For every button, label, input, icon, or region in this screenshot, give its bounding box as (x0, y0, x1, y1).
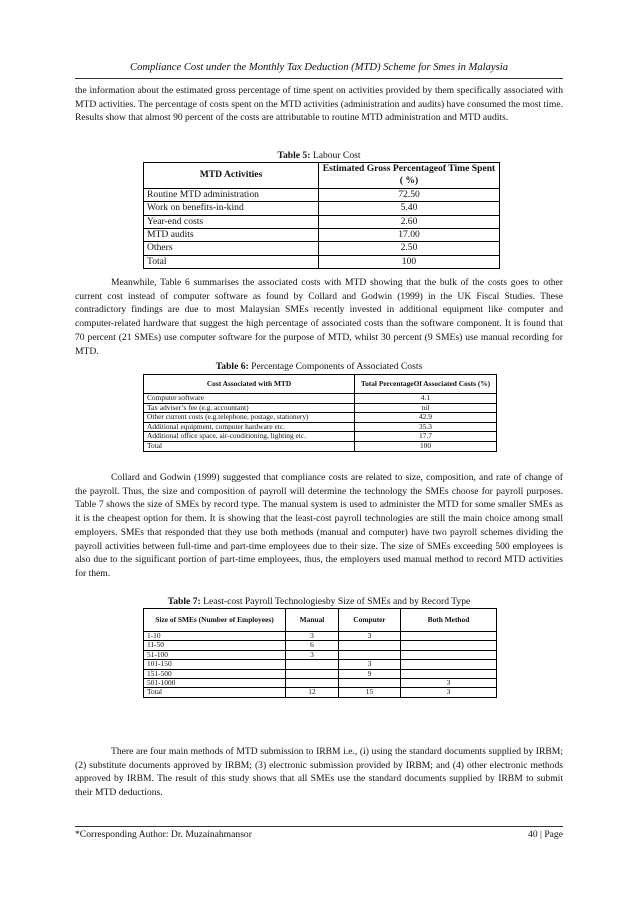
footer-divider (75, 826, 563, 827)
table-row (144, 432, 497, 442)
table-cell (286, 669, 339, 678)
table-cell: 3 (286, 650, 339, 659)
table7-caption-text: Least-cost Payroll Technologiesby Size of SMEs and by Record Type (203, 596, 471, 607)
table6-caption-text: Percentage Components of Associated Costs (251, 361, 423, 372)
table7-col-both: Both Method (401, 609, 497, 632)
table-cell: 3 (286, 632, 339, 641)
table-cell: 15 (339, 688, 401, 697)
table-row (144, 679, 497, 688)
table6 (143, 374, 497, 452)
table-cell: 51-100 (144, 650, 286, 659)
table5 (143, 162, 500, 269)
table-cell: 101-150 (144, 660, 286, 669)
table-cell (401, 660, 497, 669)
table5-caption (75, 150, 563, 161)
table-cell: 72.50 (319, 188, 500, 201)
running-title: Compliance Cost under the Monthly Tax Deduction (MTD) Scheme for Smes in Malaysia (130, 62, 508, 73)
table-cell: 35.3 (355, 422, 497, 432)
table-cell: nil (355, 403, 497, 413)
table6-caption-label: Table 6: (215, 361, 249, 372)
table-row (144, 229, 500, 242)
table6-col-percentage: Total PercentageOf Associated Costs (%) (355, 375, 497, 394)
table-cell: 17.00 (319, 229, 500, 242)
table-row (144, 441, 497, 451)
table7-caption-label: Table 7: (167, 596, 201, 607)
table-cell: Computer software (144, 394, 355, 404)
table7 (143, 608, 497, 698)
table-cell (286, 660, 339, 669)
table6-caption (75, 361, 563, 372)
table-cell: 9 (339, 669, 401, 678)
table-cell: Additional equipment, computer hardware etc. (144, 422, 355, 432)
table5-col-activities: MTD Activities (144, 163, 319, 189)
table-cell: Additional office space, air-conditioning, lighting etc. (144, 432, 355, 442)
table-cell: Total (144, 255, 319, 268)
table-cell: Total (144, 688, 286, 697)
table-cell (401, 632, 497, 641)
table-cell: Total (144, 441, 355, 451)
table-cell (339, 641, 401, 650)
table-cell: 6 (286, 641, 339, 650)
table-cell: MTD audits (144, 229, 319, 242)
table6-header-row (144, 375, 497, 394)
table-cell: 1-10 (144, 632, 286, 641)
table-cell: Others (144, 242, 319, 255)
table-row (144, 255, 500, 268)
table-row (144, 202, 500, 215)
table-cell: 11-50 (144, 641, 286, 650)
table-cell: Work on benefits-in-kind (144, 202, 319, 215)
header-divider (75, 78, 563, 79)
table-cell: 100 (355, 441, 497, 451)
table7-col-manual: Manual (286, 609, 339, 632)
paragraph-1: the information about the estimated gross percentage of time spent on activities provided by them specifically associated with MTD activities. The percentage of costs spent on the MTD activities (administration and audits) have consumed the most time. Results show that almost 90 percent of the costs are attributable to routine MTD administration and MTD audits. (75, 85, 563, 124)
table-row (144, 215, 500, 228)
table-cell: 2.50 (319, 242, 500, 255)
table-cell: 12 (286, 688, 339, 697)
table-row (144, 688, 497, 697)
table7-header-row (144, 609, 497, 632)
table-row (144, 650, 497, 659)
table-cell: Tax adviser’s fee (e.g. accountant) (144, 403, 355, 413)
table-row (144, 413, 497, 423)
table6-col-cost: Cost Associated with MTD (144, 375, 355, 394)
table7-col-computer: Computer (339, 609, 401, 632)
table-cell: 4.1 (355, 394, 497, 404)
table5-header-row (144, 163, 500, 189)
table-row (144, 632, 497, 641)
table-cell: 42.9 (355, 413, 497, 423)
table7-caption (75, 596, 563, 607)
corresponding-author: *Corresponding Author: Dr. Muzainahmansor (75, 829, 252, 840)
table-row (144, 188, 500, 201)
table5-col-percentage: Estimated Gross Percentageof Time Spent ( %) (319, 163, 500, 189)
table-cell: Routine MTD administration (144, 188, 319, 201)
table-row (144, 660, 497, 669)
table-cell: 100 (319, 255, 500, 268)
paragraph-3: Collard and Godwin (1999) suggested that compliance costs are related to size, composition, and rate of change of the payroll. Thus, the size and composition of payroll will determine the technology the SMEs choose for payroll purposes. Table 7 shows the size of SMEs by record type. The manual system is used to administer the MTD for some smaller SMEs as it is the cheapest option for them. It is showing that the least-cost payroll technologies are still the main choice among small employers. SMEs that responded that they use both methods (manual and computer) have two payroll schemes dividing the payroll activities between full-time and part-time employees due to their size. The size of SMEs exceeding 500 employees is also due to the significant portion of part-time employees, thus, the employers used manual method to record MTD activities for them. (75, 472, 563, 579)
table-cell: 3 (339, 632, 401, 641)
table-cell: Other current costs (e.g.telephone, postage, stationery) (144, 413, 355, 423)
paragraph-4: There are four main methods of MTD submission to IRBM i.e., (i) using the standard documents supplied by IRBM; (2) substitute documents approved by IRBM; (3) electronic submission provided by IRBM; and (4) other electronic methods approved by IRBM. The result of this study shows that all SMEs use the standard documents supplied by IRBM to submit their MTD deductions. (75, 746, 563, 799)
table-cell: 151-500 (144, 669, 286, 678)
table-cell (401, 650, 497, 659)
table-row (144, 669, 497, 678)
paragraph-2: Meanwhile, Table 6 summarises the associated costs with MTD showing that the bulk of the costs goes to other current cost instead of computer software as found by Collard and Godwin (1999) in the UK Fiscal Studies. These contradictory findings are due to most Malaysian SMEs recently invested in additional equipment like computer and computer-related hardware that suggest the high percentage of associated costs than the software component. It is found that 70 percent (21 SMEs) use computer software for the purpose of MTD, whilst 30 percent (9 SMEs) use manual recording for MTD. (75, 277, 563, 357)
table-cell: 2.60 (319, 215, 500, 228)
table-cell: 3 (401, 679, 497, 688)
table-cell: Year-end costs (144, 215, 319, 228)
table-cell (401, 641, 497, 650)
table5-caption-text: Labour Cost (312, 150, 361, 161)
table7-col-size: Size of SMEs (Number of Employees) (144, 609, 286, 632)
table-row (144, 242, 500, 255)
table-row (144, 394, 497, 404)
table-row (144, 641, 497, 650)
table-cell: 501-1000 (144, 679, 286, 688)
table-cell: 5.40 (319, 202, 500, 215)
table-cell: 3 (339, 660, 401, 669)
table-cell: 17.7 (355, 432, 497, 442)
table5-caption-label: Table 5: (277, 150, 311, 161)
page-number: 40 | Page (528, 829, 563, 840)
table-cell: 3 (401, 688, 497, 697)
